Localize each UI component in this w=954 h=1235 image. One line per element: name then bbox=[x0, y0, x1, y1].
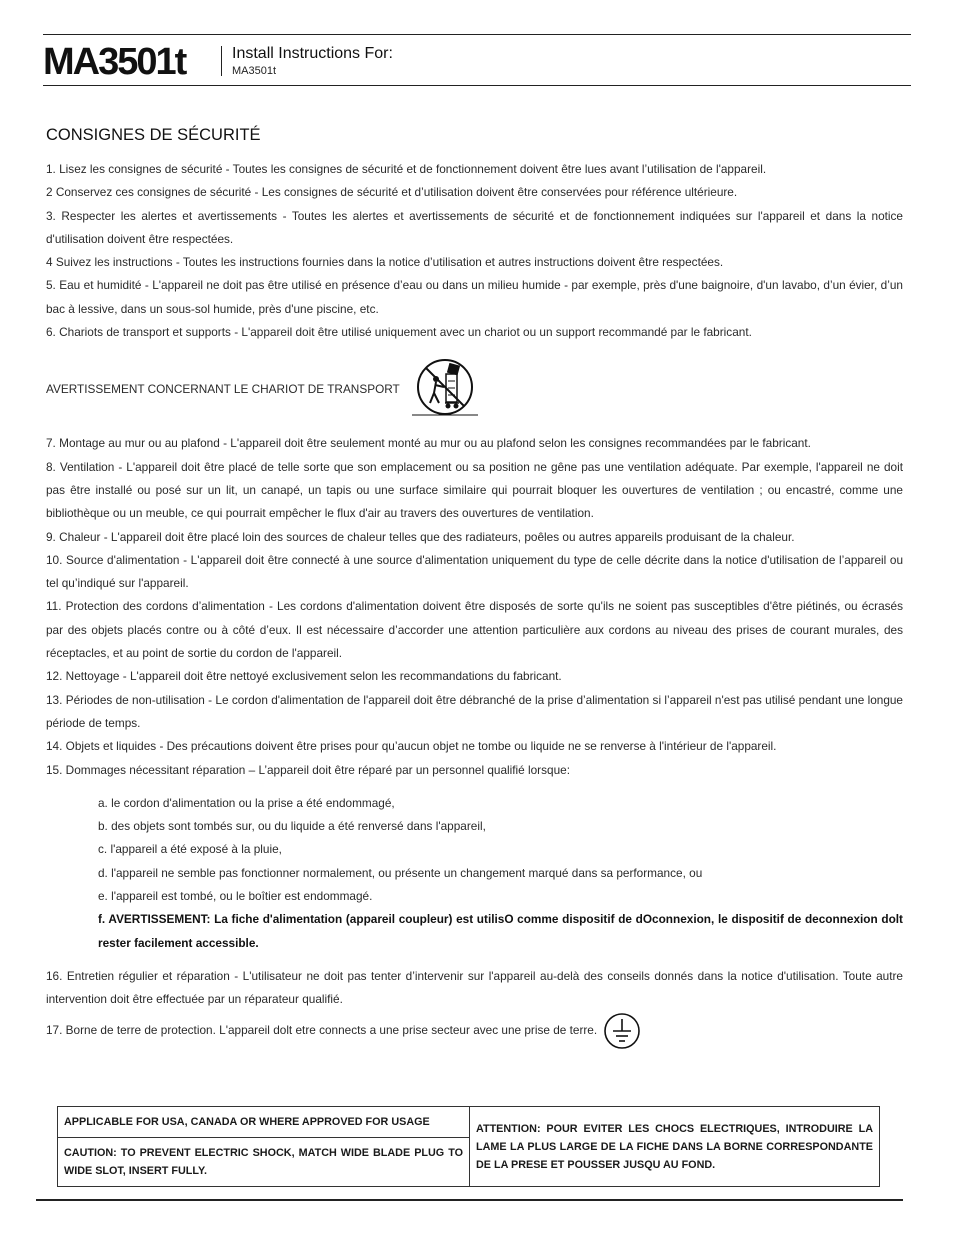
instruction-17-row bbox=[46, 1012, 903, 1050]
header-divider bbox=[221, 46, 222, 76]
instruction-9: 9. Chaleur - L'appareil doit être placé loin des sources de chaleur telles que des radiateurs, poêles ou autres appareils produisant de la chaleur. bbox=[46, 529, 795, 544]
instruction-12: 12. Nettoyage - L'appareil doit être nettoyé exclusivement selon les recommandations du fabricant. bbox=[46, 669, 562, 684]
header-bottom-rule bbox=[43, 85, 911, 86]
instruction-5: 5. Eau et humidité - L'appareil ne doit pas être utilisé en présence d’eau ou dans un milieu humide - par exemple, près d'une baignoire, d'un lavabo, d’un évier, d’un bac à lessive, dans un sous-sol humide, près d'une piscine, etc. bbox=[46, 278, 903, 316]
ground-terminal-icon bbox=[603, 1012, 641, 1050]
attention-fr-cell: ATTENTION: POUR EVITER LES CHOCS ELECTRIQUES, INTRODUIRE LA LAME LA PLUS LARGE DE LA FICHE DANS LA BORNE CORRESPONDANTE DE LA PRESE ET POUSSER JUSQU AU FOND. bbox=[470, 1107, 880, 1187]
instruction-7: 7. Montage au mur ou au plafond - L'appareil doit être seulement monté au mur ou au plafond selon les consignes recommandées par le fabricant. bbox=[46, 436, 811, 451]
no-cart-tipping-icon bbox=[412, 359, 478, 419]
instruction-10: 10. Source d'alimentation - L'appareil doit être connecté à une source d'alimentation uniquement du type de celle décrite dans la notice d'utilisation de l’appareil ou tel qu’indiqué sur l'appareil. bbox=[46, 552, 903, 591]
cart-warning bbox=[46, 354, 903, 424]
instruction-15: 15. Dommages nécessitant réparation – L’appareil doit être réparé par un personnel qualifié lorsque: bbox=[46, 762, 570, 777]
header-top-rule bbox=[43, 34, 911, 35]
damage-condition-d: d. l'appareil ne semble pas fonctionner normalement, ou présente un changement marqué dans sa performance, ou bbox=[98, 865, 703, 880]
brand-logo: MA3501t bbox=[43, 41, 186, 83]
instruction-16: 16. Entretien régulier et réparation - L'utilisateur ne doit pas tenter d’intervenir sur l'appareil au-delà des conseils donnés dans la notice d'utilisation. Toute autre intervention doit être effectuée par un réparateur qualifié. bbox=[46, 968, 903, 1007]
damage-condition-a: a. le cordon d'alimentation ou la prise a été endommagé, bbox=[98, 795, 395, 810]
header-model: MA3501t bbox=[232, 65, 277, 77]
instruction-2: 2 Conservez ces consignes de sécurité - Les consignes de sécurité et d’utilisation doivent être conservées pour référence ultérieure. bbox=[46, 185, 738, 200]
usa-applicability-cell: APPLICABLE FOR USA, CANADA OR WHERE APPROVED FOR USAGE bbox=[58, 1107, 470, 1138]
instruction-3: 3. Respecter les alertes et avertissements - Toutes les alertes et avertissements de sécurité et de fonctionnement indiquées sur l'appareil et dans la notice d'utilisation doivent être respectées. bbox=[46, 208, 903, 246]
instruction-11: 11. Protection des cordons d’alimentation - Les cordons d'alimentation doivent être disposés de sorte qu'ils ne soient pas susceptibles d'être piétinés, ou écrasés par des objets placés contre ou à côté d’eux. Il est nécessaire d’accorder une attention particulière aux cordons au niveau des prises de courant murales, des réceptacles, et au point de sortie du cordon de l'appareil. bbox=[46, 599, 903, 661]
plug-notice-table bbox=[57, 1106, 880, 1187]
instruction-14: 14. Objets et liquides - Des précautions doivent être prises pour qu’aucun objet ne tombe ou liquide ne se renverse à l'intérieur de l'appareil. bbox=[46, 739, 777, 754]
instruction-6: 6. Chariots de transport et supports - L'appareil doit être utilisé uniquement avec un chariot ou un support recommandé par le fabricant. bbox=[46, 325, 752, 340]
instruction-1: 1. Lisez les consignes de sécurité - Toutes les consignes de sécurité et de fonctionnement doivent être lues avant l’utilisation de l'appareil. bbox=[46, 162, 767, 176]
section-title: CONSIGNES DE SÉCURITÉ bbox=[46, 126, 261, 144]
instruction-17: 17. Borne de terre de protection. L'appareil dolt etre connects a une prise secteur avec une prise de terre. bbox=[46, 1022, 598, 1037]
instruction-8: 8. Ventilation - L'appareil doit être placé de telle sorte que son emplacement ou sa position ne gêne pas une ventilation adéquate. Par exemple, l'appareil ne doit pas être installé ou posé sur un lit, un canapé, un tapis ou une surface similaire qui pourrait bloquer les ouvertures de ventilation ; ou encastré, comme une bibliothèque ou un meuble, ce qui pourrait empêcher le flux d'air au travers des ouvertures de ventilation. bbox=[46, 459, 903, 521]
cart-warning-label: AVERTISSEMENT CONCERNANT LE CHARIOT DE TRANSPORT bbox=[46, 381, 400, 396]
safety-instructions bbox=[46, 158, 903, 1050]
damage-conditions-list bbox=[46, 792, 903, 955]
instruction-4: 4 Suivez les instructions - Toutes les instructions fournies dans la notice d’utilisation et autres instructions doivent être respectées. bbox=[46, 255, 724, 270]
damage-condition-e: e. l'appareil est tombé, ou le boîtier est endommagé. bbox=[98, 889, 373, 904]
instruction-13: 13. Périodes de non-utilisation - Le cordon d'alimentation de l'appareil doit être débranché de la prise d’alimentation si l’appareil n'est pas utilisé pendant une longue période de temps. bbox=[46, 692, 903, 730]
caution-en-cell: CAUTION: TO PREVENT ELECTRIC SHOCK, MATCH WIDE BLADE PLUG TO WIDE SLOT, INSERT FULLY. bbox=[58, 1138, 470, 1187]
footer-rule bbox=[36, 1199, 903, 1201]
damage-condition-b: b. des objets sont tombés sur, ou du liquide a été renversé dans l'appareil, bbox=[98, 819, 486, 834]
header-title: Install Instructions For: bbox=[232, 45, 393, 62]
damage-condition-c: c. l'appareil a été exposé à la pluie, bbox=[98, 842, 282, 857]
disconnect-warning: f. AVERTISSEMENT: La fiche d'alimentation (appareil coupleur) est utilisO comme dispositif de dOconnexion, le dispositif de deconnexion dolt rester facilement accessible. bbox=[98, 912, 903, 950]
